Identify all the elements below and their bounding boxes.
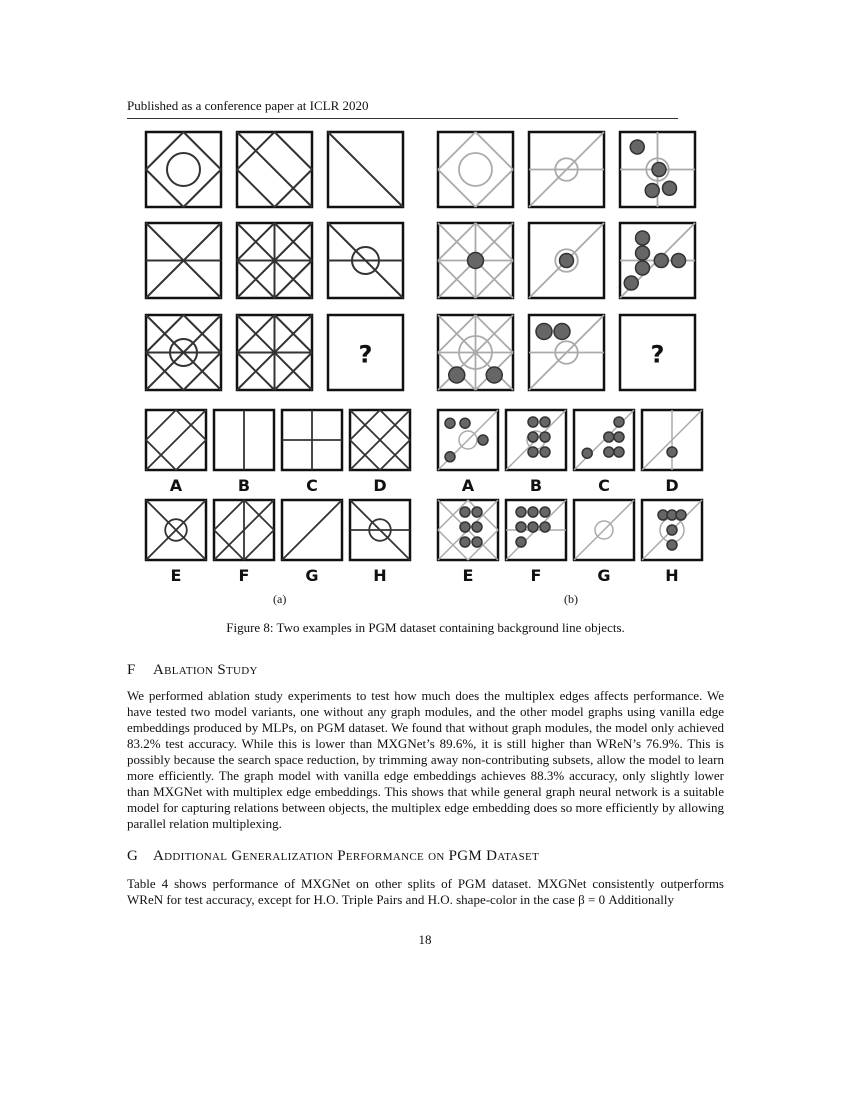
panel-a-context-cell [146, 132, 221, 207]
figure-8 [140, 128, 680, 608]
panel-a-label: (a) [273, 592, 287, 606]
panel-b-answer-label: F [530, 566, 542, 585]
section-f-title: Ablation Study [153, 662, 258, 678]
page-header: Published as a conference paper at ICLR 2020 [127, 98, 678, 119]
page-number: 18 [418, 932, 432, 947]
panel-a-answer-label: H [373, 566, 387, 585]
panel-a-question-mark: ? [358, 340, 373, 369]
panel-b-label: (b) [564, 592, 578, 606]
section-g-paragraph: Table 4 shows performance of MXGNet on other splits of PGM dataset. MXGNet consistently outperforms WReN for test accuracy, except for H.O. Triple Pairs and H.O. shape-color in the case β = 0 Additionally [127, 876, 724, 907]
panel-a-answer-label: E [170, 566, 182, 585]
panel-a-answer-label: D [373, 476, 387, 495]
panel-b-answer-label: C [598, 476, 610, 495]
panel-b-answer-label: H [665, 566, 679, 585]
section-g-title: Additional Generalization Performance on PGM Dataset [153, 848, 540, 864]
panel-b-puzzle [436, 128, 716, 598]
section-g-number: G [127, 848, 139, 864]
section-f-paragraph: We performed ablation study experiments to test how much does the multiplex edges affects performance. We have tested two model variants, one without any graph modules, and the other model graphs using vanilla edge embeddings produced by MLPs, on PGM dataset. We found that without graph modules, the model only achieved 83.2% test accuracy. While this is lower than MXGNet’s 89.6%, it is still higher than WReN’s 76.9%. This is possibly because the search space reduction, by trimming away non-contributing subsets, allow the model to learn more efficiently. The graph model with vanilla edge embeddings achieves 88.3% accuracy, only slightly lower than MXGNet with multiplex edge embeddings. This shows that while general graph neural network is a suitable model for capturing relations between objects, the multiplex edge embedding does so more efficiently by allowing parallel relation multiplexing. [127, 688, 724, 831]
section-g-heading [127, 848, 539, 865]
panel-b-context-cell [438, 132, 513, 207]
panel-a-answer-label: C [306, 476, 318, 495]
figure-caption: Figure 8: Two examples in PGM dataset containing background line objects. [226, 620, 625, 635]
section-f-number: F [127, 662, 136, 678]
panel-b-answer-label: D [665, 476, 679, 495]
panel-a-answer-label: B [237, 476, 251, 495]
panel-b-answer-label: E [462, 566, 474, 585]
section-f-heading [127, 662, 258, 679]
panel-b-answer-label: B [529, 476, 543, 495]
panel-b-question-mark: ? [650, 340, 665, 369]
panel-a-answer-label: G [305, 566, 319, 585]
panel-a-answer-label: A [169, 476, 183, 495]
panel-b-answer-label: G [597, 566, 611, 585]
panel-a-answer-label: F [238, 566, 250, 585]
panel-a-puzzle [140, 128, 420, 598]
panel-b-answer-label: A [461, 476, 475, 495]
